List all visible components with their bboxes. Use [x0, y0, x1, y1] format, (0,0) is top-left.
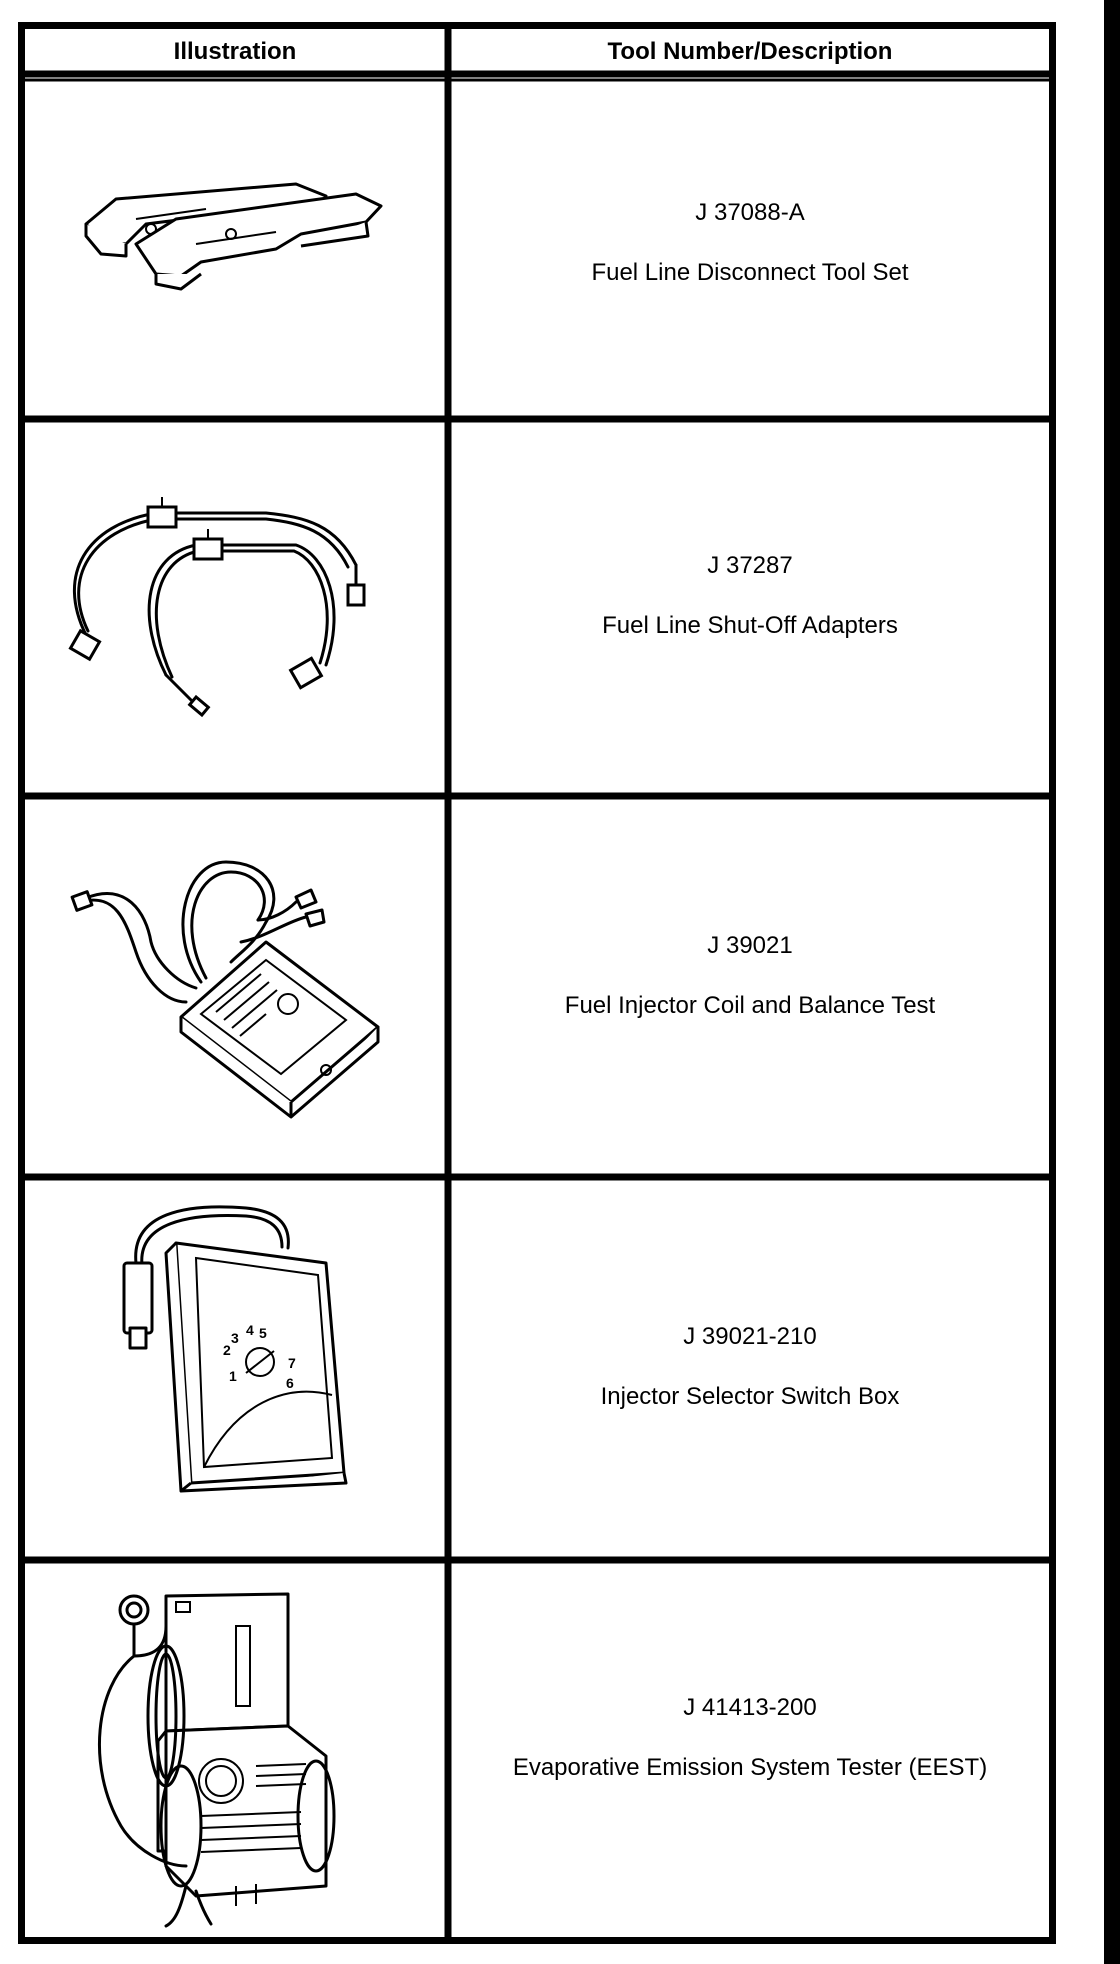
tool-number: J 39021 — [707, 932, 793, 959]
tool-number: J 41413-200 — [683, 1694, 817, 1721]
special-tools-table — [18, 22, 1056, 1944]
selector-switch-box-illustration — [26, 1183, 444, 1556]
table-row-illustration — [26, 802, 444, 1173]
fuel-line-disconnect-tool-illustration — [26, 84, 444, 415]
column-header-tool-number: Tool Number/Description — [607, 38, 893, 65]
evap-tester-illustration — [26, 1566, 444, 1938]
switch-position-label: 4 — [246, 1322, 254, 1338]
table-row-illustration — [26, 1566, 444, 1938]
table-row-illustration — [26, 84, 444, 415]
switch-position-label: 2 — [223, 1342, 231, 1358]
tool-number: J 39021-210 — [683, 1323, 817, 1350]
table-row-description — [452, 1566, 1048, 1938]
column-header-illustration: Illustration — [173, 38, 297, 65]
switch-position-label: 5 — [259, 1325, 267, 1341]
tool-description: Injector Selector Switch Box — [600, 1383, 900, 1410]
switch-position-label: 3 — [231, 1330, 239, 1346]
table-row-description — [452, 1183, 1048, 1556]
right-margin-bar — [1104, 0, 1120, 1964]
shut-off-adapters-illustration — [26, 425, 444, 792]
tool-description: Fuel Injector Coil and Balance Test — [564, 992, 936, 1019]
tool-description: Fuel Line Shut-Off Adapters — [602, 612, 898, 639]
table-row-description — [452, 84, 1048, 415]
tool-description: Evaporative Emission System Tester (EEST) — [512, 1754, 988, 1781]
table-row-illustration — [26, 1183, 444, 1556]
table-row-description — [452, 802, 1048, 1173]
switch-position-label: 7 — [288, 1355, 296, 1371]
tool-number: J 37088-A — [695, 199, 805, 226]
table-row-illustration — [26, 425, 444, 792]
tool-description: Fuel Line Disconnect Tool Set — [591, 259, 909, 286]
table-row-description — [452, 425, 1048, 792]
coil-balance-tester-illustration — [26, 802, 444, 1173]
tool-number: J 37287 — [707, 552, 793, 579]
switch-position-label: 1 — [229, 1368, 237, 1384]
switch-position-label: 6 — [286, 1375, 294, 1391]
